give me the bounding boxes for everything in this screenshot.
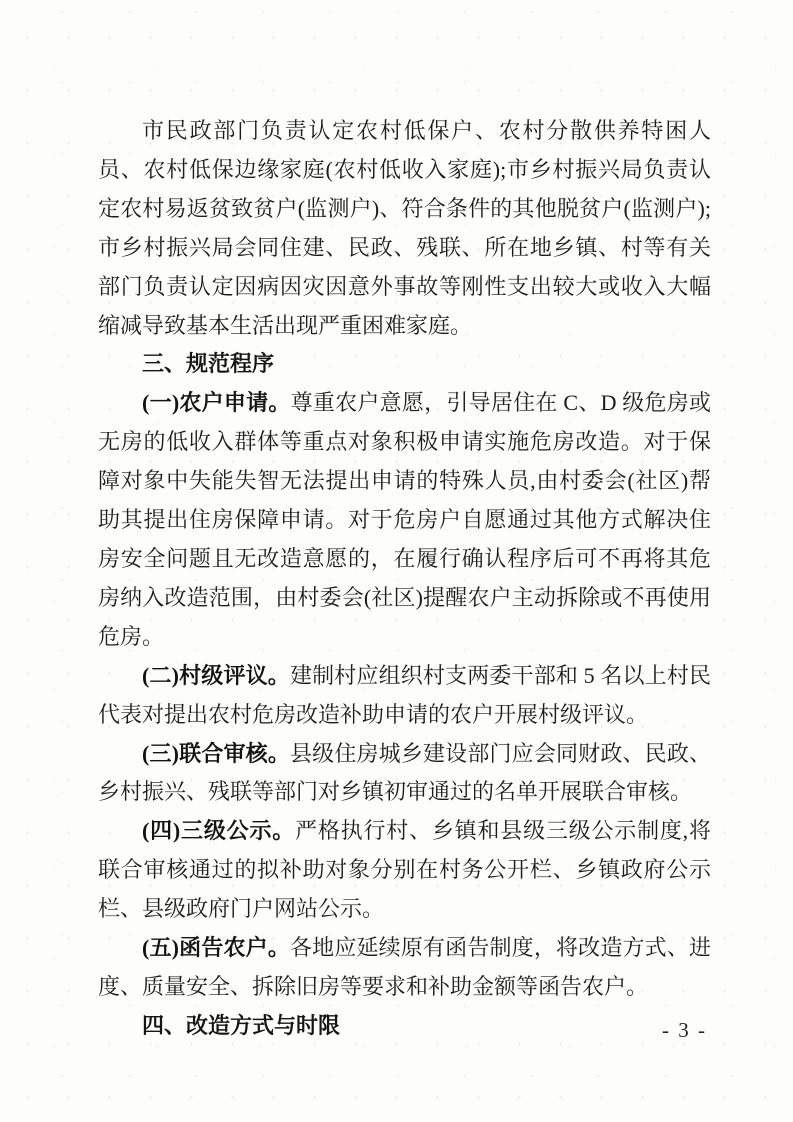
page-number: - 3 - — [662, 1018, 707, 1042]
section-heading-procedures: 三、规范程序 — [142, 351, 275, 377]
paragraph-eligibility-determination: 市民政部门负责认定农村低保户、农村分散供养特困人员、农村低保边缘家庭(农村低收入家庭);市乡村振兴局负责认定农村易返贫致贫户(监测户)、符合条件的其他脱贫户(监测户);市乡村振兴局会同住建、民政、残联、所在地乡镇、村等有关部门负责认定因病因灾因意外事故等刚性支出较大或收入大幅缩减导致基本生活出现严重困难家庭。 — [98, 118, 711, 338]
item-lead-three-level-publicity: (四)三级公示。 — [142, 818, 296, 844]
item-text-joint-audit: 县级住房城乡建设部门应会同财政、民政、乡村振兴、残联等部门对乡镇初审通过的名单开展联合审核。 — [98, 740, 711, 805]
item-text-village-review: 建制村应组织村支两委干部和 5 名以上村民代表对提出农村危房改造补助申请的农户开展村级评议。 — [98, 662, 711, 727]
item-text-three-level-publicity: 严格执行村、乡镇和县级三级公示制度,将联合审核通过的拟补助对象分别在村务公开栏、乡镇政府公示栏、县级政府门户网站公示。 — [98, 818, 711, 922]
section-heading-renovation-methods: 四、改造方式与时限 — [142, 1012, 341, 1038]
item-lead-joint-audit: (三)联合审核。 — [142, 740, 290, 766]
item-text-household-application: 尊重农户意愿，引导居住在 C、D 级危房或无房的低收入群体等重点对象积极申请实施危房改造。对于保障对象中失能失智无法提出申请的特殊人员,由村委会(社区)帮助其提出住房保障申请。对于危房户自愿通过其他方式解决住房安全问题且无改造意愿的，在履行确认程序后可不再将其危房纳入改造范围，由村委会(社区)提醒农户主动拆除或不再使用危房。 — [98, 390, 711, 649]
item-lead-notify-households: (五)函告农户。 — [142, 935, 290, 961]
item-notify-households — [98, 929, 711, 1007]
item-three-level-publicity — [98, 812, 711, 929]
document-body — [98, 112, 711, 1046]
item-lead-village-review: (二)村级评议。 — [142, 662, 290, 688]
item-text-notify-households: 各地应延续原有函告制度，将改造方式、进度、质量安全、拆除旧房等要求和补助金额等函告农户。 — [98, 935, 711, 999]
item-household-application — [98, 384, 711, 656]
item-joint-audit — [98, 735, 711, 813]
item-lead-household-application: (一)农户申请。 — [142, 390, 291, 416]
item-village-review — [98, 657, 711, 735]
